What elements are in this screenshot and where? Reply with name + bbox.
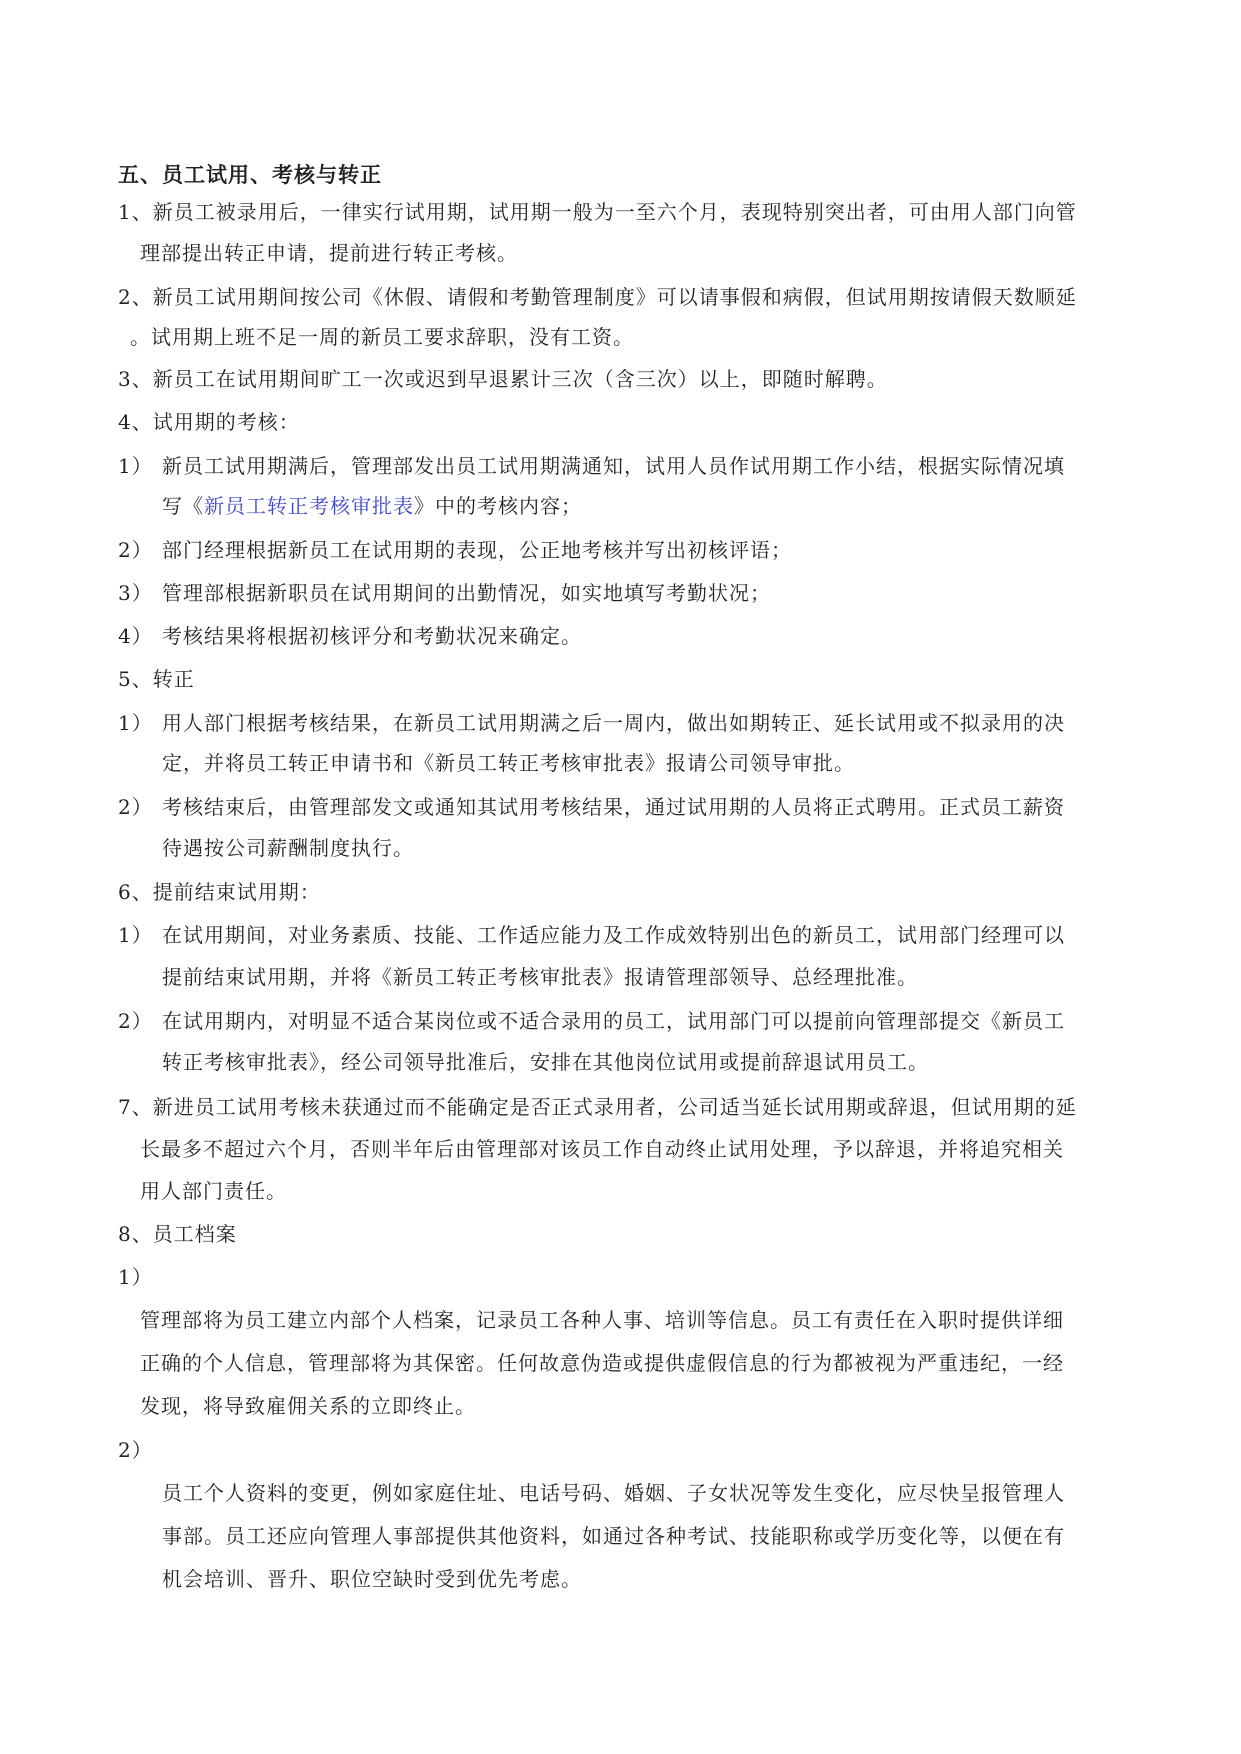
paragraph-line	[162, 491, 582, 521]
paragraph-line: 管理部根据新职员在试用期间的出勤情况，如实地填写考勤状况；	[162, 581, 771, 605]
paragraph-line: 7、新进员工试用考核未获通过而不能确定是否正式录用者，公司适当延长试用期或辞退，但试用期的延	[118, 1095, 1077, 1119]
paragraph-line: 机会培训、晋升、职位空缺时受到优先考虑。	[162, 1567, 582, 1591]
paragraph-line: 发现，将导致雇佣关系的立即终止。	[140, 1394, 476, 1418]
paragraph-line: 2、新员工试用期间按公司《休假、请假和考勤管理制度》可以请事假和病假，但试用期按请假天数顺延	[118, 285, 1077, 309]
section-heading: 五、员工试用、考核与转正	[118, 163, 382, 187]
paragraph-line: 正确的个人信息，管理部将为其保密。任何故意伪造或提供虚假信息的行为都被视为严重违纪，一经	[140, 1351, 1064, 1375]
list-number: 1）	[118, 923, 153, 947]
paragraph-line: 管理部将为员工建立内部个人档案，记录员工各种人事、培训等信息。员工有责任在入职时提供详细	[140, 1308, 1064, 1332]
list-number: 3）	[118, 581, 153, 605]
text-run: 》中的考核内容；	[414, 494, 582, 518]
list-number: 4）	[118, 624, 153, 648]
list-number: 2）	[118, 538, 153, 562]
paragraph-line: 在试用期内，对明显不适合某岗位或不适合录用的员工，试用部门可以提前向管理部提交《新员工	[162, 1009, 1065, 1033]
paragraph-line: 长最多不超过六个月，否则半年后由管理部对该员工作自动终止试用处理，予以辞退，并将追究相关	[140, 1137, 1064, 1161]
paragraph-line: 员工个人资料的变更，例如家庭住址、电话号码、婚姻、子女状况等发生变化，应尽快呈报管理人	[162, 1481, 1065, 1505]
list-number: 2）	[118, 1438, 153, 1462]
paragraph-line: 考核结果将根据初核评分和考勤状况来确定。	[162, 624, 582, 648]
subheading-line: 4、试用期的考核：	[118, 410, 300, 434]
form-name-link[interactable]: 新员工转正考核审批表	[204, 494, 414, 518]
paragraph-line: 。试用期上班不足一周的新员工要求辞职，没有工资。	[130, 325, 634, 349]
paragraph-line: 3、新员工在试用期间旷工一次或迟到早退累计三次（含三次）以上，即随时解聘。	[118, 367, 888, 391]
paragraph-line: 用人部门根据考核结果，在新员工试用期满之后一周内，做出如期转正、延长试用或不拟录用的决	[162, 711, 1065, 735]
paragraph-line: 转正考核审批表》，经公司领导批准后，安排在其他岗位试用或提前辞退试用员工。	[162, 1050, 929, 1074]
list-number: 2）	[118, 1009, 153, 1033]
paragraph-line: 定，并将员工转正申请书和《新员工转正考核审批表》报请公司领导审批。	[162, 751, 855, 775]
subheading-line: 6、提前结束试用期：	[118, 880, 321, 904]
paragraph-line: 用人部门责任。	[140, 1179, 287, 1203]
paragraph-line: 1、新员工被录用后，一律实行试用期，试用期一般为一至六个月，表现特别突出者，可由用人部门向管	[118, 200, 1077, 224]
list-number: 2）	[118, 795, 153, 819]
paragraph-line: 理部提出转正申请，提前进行转正考核。	[140, 241, 518, 265]
paragraph-line: 事部。员工还应向管理人事部提供其他资料，如通过各种考试、技能职称或学历变化等，以便在有	[162, 1524, 1065, 1548]
list-number: 1）	[118, 711, 153, 735]
text-run: 写《	[162, 494, 204, 518]
paragraph-line: 考核结束后，由管理部发文或通知其试用考核结果，通过试用期的人员将正式聘用。正式员工薪资	[162, 795, 1065, 819]
subheading-line: 8、员工档案	[118, 1222, 237, 1246]
paragraph-line: 新员工试用期满后，管理部发出员工试用期满通知，试用人员作试用期工作小结，根据实际情况填	[162, 454, 1065, 478]
list-number: 1）	[118, 454, 153, 478]
paragraph-line: 在试用期间，对业务素质、技能、工作适应能力及工作成效特别出色的新员工，试用部门经理可以	[162, 923, 1065, 947]
list-number: 1）	[118, 1265, 153, 1289]
subheading-line: 5、转正	[118, 667, 195, 691]
paragraph-line: 提前结束试用期，并将《新员工转正考核审批表》报请管理部领导、总经理批准。	[162, 965, 918, 989]
paragraph-line: 待遇按公司薪酬制度执行。	[162, 836, 414, 860]
paragraph-line: 部门经理根据新员工在试用期的表现，公正地考核并写出初核评语；	[162, 538, 792, 562]
